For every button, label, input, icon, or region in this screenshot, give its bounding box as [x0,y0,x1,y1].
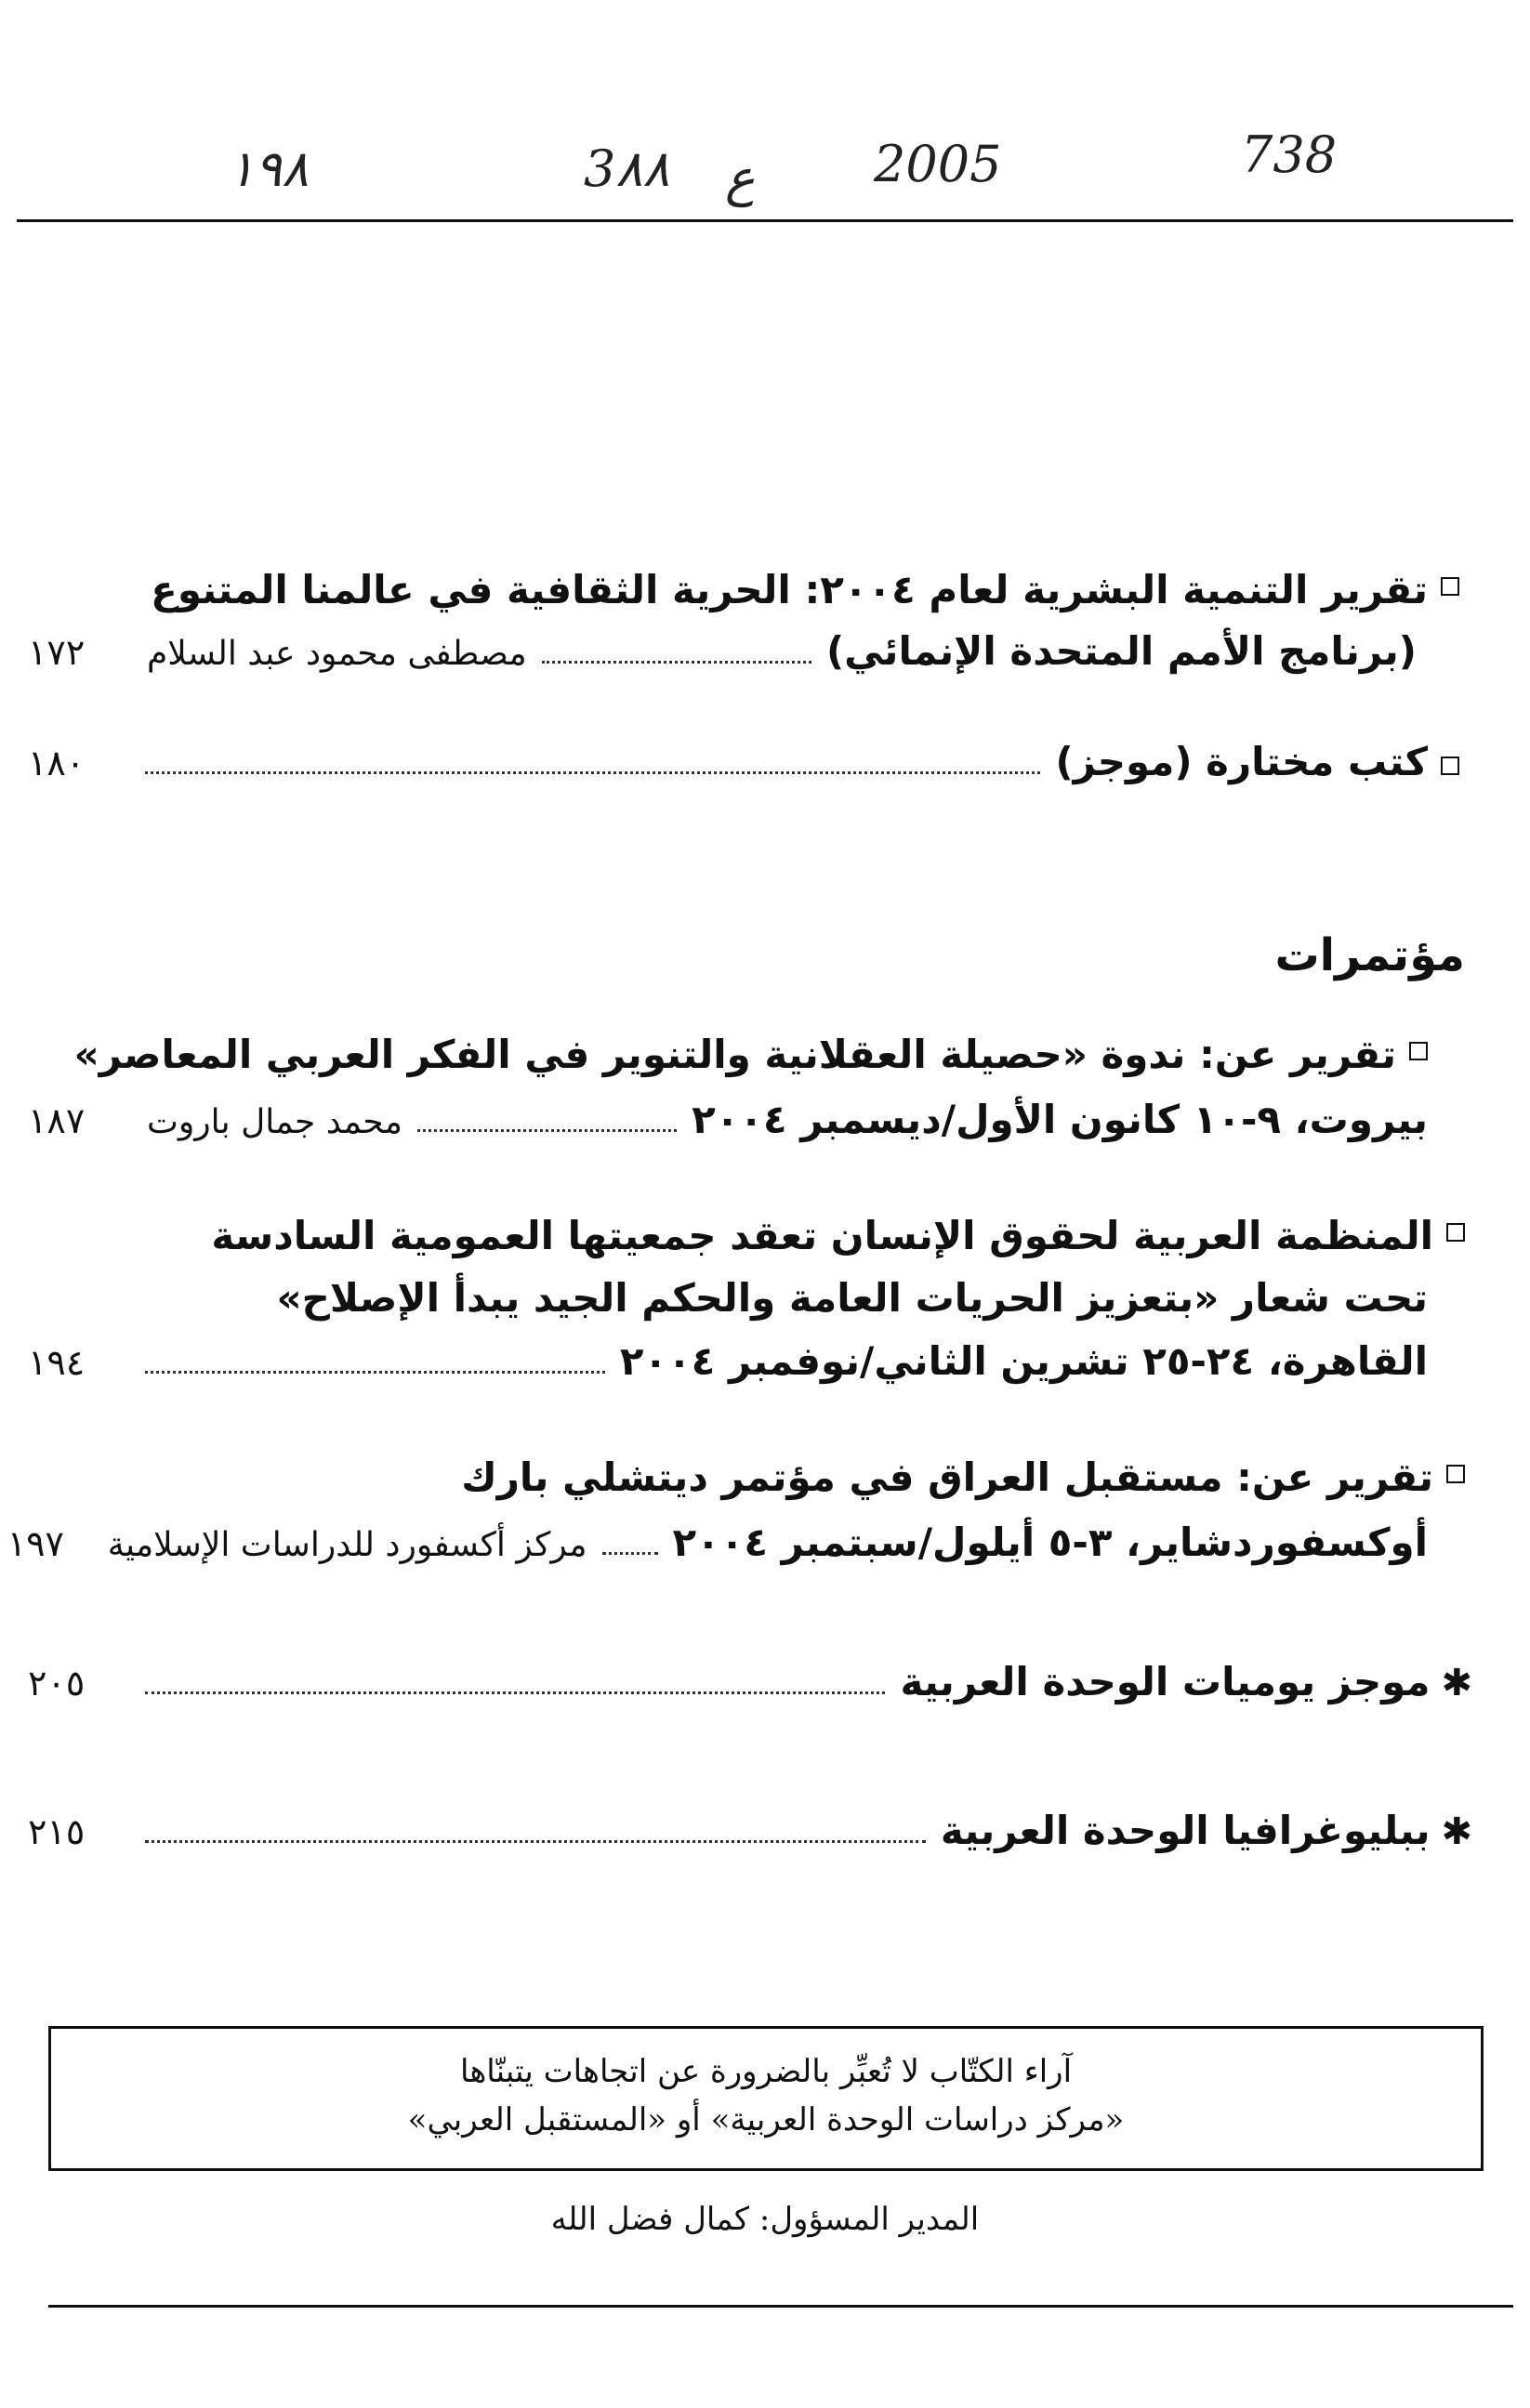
leader-dots [145,1840,926,1843]
toc-entry-title [74,1032,1428,1077]
toc-entry-subtitle-2: القاهرة، ٢٤-٢٥ تشرين الثاني/نوفمبر ٢٠٠٤ [619,1338,1428,1384]
editor-credit: المدير المسؤول: كمال فضل الله [550,2201,980,2238]
checkbox-square-icon [1441,577,1459,596]
toc-entry-line [28,1097,1428,1142]
disclaimer-line-2: «مركز دراسات الوحدة العربية» أو «المستقبل العربي» [407,2101,1125,2138]
handwritten-mark-3: ع [725,149,756,207]
toc-entry-title-text: ببليوغرافيا الوحدة العربية [940,1808,1431,1853]
toc-entry-page: ٢١٥ [28,1811,86,1852]
toc-entry-author: مركز أكسفورد للدراسات الإسلامية [107,1526,587,1564]
leader-dots [145,1691,885,1694]
toc-entry-title-text: تقرير عن: مستقبل العراق في مؤتمر ديتشلي بارك [461,1454,1433,1500]
toc-entry-line [7,1520,1428,1565]
toc-entry-line [28,739,1459,784]
toc-entry-page: ١٩٧ [7,1523,64,1564]
toc-entry-title [211,1213,1465,1258]
disclaimer-box [48,2026,1484,2171]
toc-entry-title-text: تقرير التنمية البشرية لعام ٢٠٠٤: الحرية الثقافية في عالمنا المتنوع [151,567,1428,612]
toc-entry-author: مصطفى محمود عبد السلام [147,635,527,673]
leader-dots [145,1371,605,1374]
asterisk-icon: ✱ [1441,1810,1472,1853]
checkbox-square-icon [1446,1465,1465,1483]
section-heading-conferences: مؤتمرات [1274,929,1465,981]
disclaimer-line-1: آراء الكتّاب لا تُعبِّر بالضرورة عن اتجاهات يتبنّاها [459,2053,1073,2090]
bottom-rule [48,2305,1513,2308]
toc-entry-subtitle: أوكسفوردشاير، ٣-٥ أيلول/سبتمبر ٢٠٠٤ [672,1520,1428,1565]
leader-dots [417,1129,677,1132]
toc-entry-title [461,1454,1465,1500]
toc-entry-title [151,567,1459,612]
toc-entry-page: ١٧٢ [28,632,86,673]
handwritten-mark-4: 2005 [874,135,1002,193]
toc-entry-subtitle: بيروت، ٩-١٠ كانون الأول/ديسمبر ٢٠٠٤ [692,1097,1428,1142]
leader-dots [602,1552,658,1555]
handwritten-mark-2: 3٨٨ [584,139,670,198]
toc-entry-title-text: موجز يوميات الوحدة العربية [900,1659,1431,1704]
toc-entry-subtitle: (برنامج الأمم المتحدة الإنمائي) [825,628,1417,674]
toc-entry-title-text: المنظمة العربية لحقوق الإنسان تعقد جمعيتها العمومية السادسة [211,1213,1433,1258]
toc-entry-author: محمد جمال باروت [147,1103,402,1141]
checkbox-square-icon [1441,757,1459,775]
toc-entry-line [28,628,1417,674]
toc-entry-title-text: كتب مختارة (موجز) [1055,739,1428,784]
asterisk-icon: ✱ [1441,1662,1472,1704]
leader-dots [145,771,1040,774]
toc-entry-page: ١٨٠ [28,743,86,783]
toc-entry-page: ٢٠٥ [28,1663,86,1704]
leader-dots [542,661,811,664]
checkbox-square-icon [1446,1223,1465,1242]
toc-entry-line [28,1808,1472,1853]
toc-entry-line [28,1659,1472,1704]
handwritten-mark-5: 738 [1241,125,1338,184]
checkbox-square-icon [1409,1042,1428,1060]
handwritten-mark-1: ١٩٨ [228,139,310,198]
toc-entry-subtitle: تحت شعار «بتعزيز الحريات العامة والحكم الجيد يبدأ الإصلاح» [276,1275,1428,1321]
top-rule [17,219,1513,222]
toc-entry-page: ١٩٤ [28,1342,86,1383]
toc-entry-line [28,1338,1428,1384]
toc-entry-title-text: تقرير عن: ندوة «حصيلة العقلانية والتنوير في الفكر العربي المعاصر» [73,1032,1396,1077]
toc-entry-page: ١٨٧ [28,1100,86,1141]
